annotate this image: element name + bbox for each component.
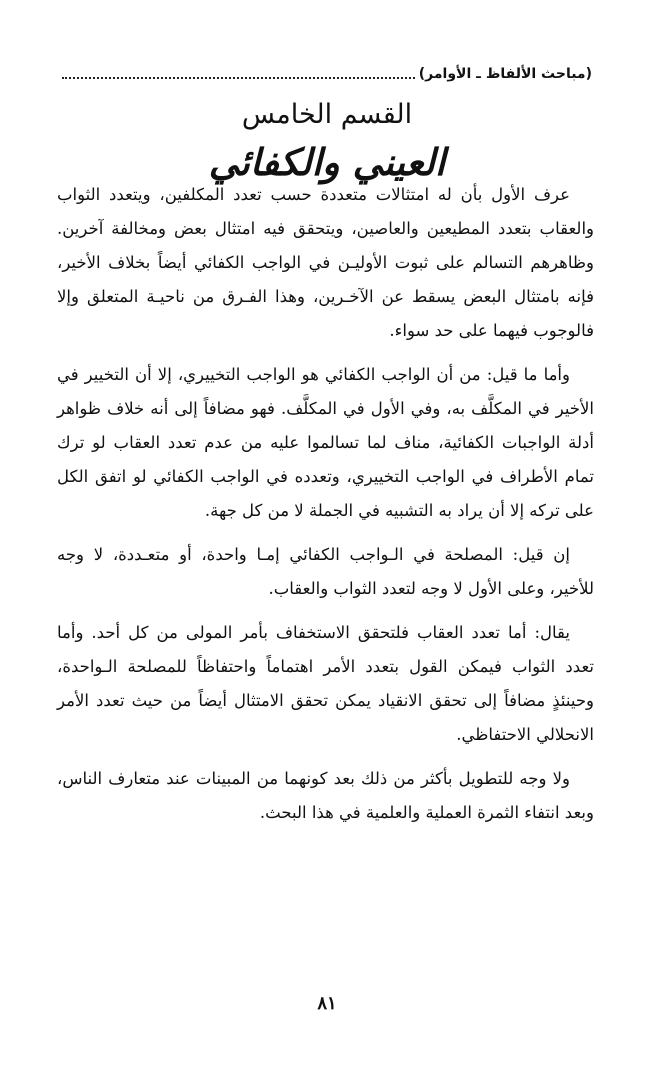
body-text <box>57 178 594 830</box>
paragraph: إن قيل: المصلحة في الـواجب الكفائي إمـا واحدة، أو متعـددة، لا وجه للأخير، وعلى الأول لا وجه لتعدد الثواب والعقاب. <box>57 545 594 598</box>
section-subtitle: العيني والكفائي <box>208 140 446 184</box>
running-header <box>62 60 592 84</box>
paragraph: وأما ما قيل: من أن الواجب الكفائي هو الواجب التخييري، إلا أن التخيير في الأخير في المكلَّف به، وفي الأول في المكلَّف. فهو مضافاً إلى أنه خلاف ظواهر أدلة الواجبات الكفائية، مناف لما تسالموا عليه من عدم تعدد العقاب لو ترك تمام الأطراف في الواجب التخييري، وتعدده في الواجب الكفائي لو اتفق الكل على تركه إلا أن يراد به التشبيه في الجملة لا من كل جهة. <box>57 365 594 520</box>
running-header-title: (مباحث الألفاظ ـ الأوامر) <box>418 66 592 82</box>
paragraph: يقال: أما تعدد العقاب فلتحقق الاستخفاف بأمر المولى من كل أحد. وأما تعدد الثواب فيمكن القول بتعدد الأمر اهتماماً واحتفاظاً للمصلحة الـواحدة، وحينئذٍ مضافاً إلى تحقق الانقياد يمكن تحقق الامتثال أيضاً من حيث تعدد الأمر الانحلالي الاحتفاظي. <box>57 623 594 744</box>
section-title: القسم الخامس <box>241 99 413 130</box>
paragraph: عرف الأول بأن له امتثالات متعددة حسب تعدد المكلفين، ويتعدد الثواب والعقاب بتعدد المطيعين والعاصين، ويتحقق فيه امتثال بعض ومخالفة آخرين. وظاهرهم التسالم على ثبوت الأوليـن في الواجب الكفائي أيضاً بخلاف الأخير، فإنه بامتثال البعض يسقط عن الآخـرين، وهذا الفـرق من ناحيـة المتعلق وإلا فالوجوب فيهما على حد سواء. <box>57 185 594 340</box>
header-dotted-leader <box>62 77 415 79</box>
page-number: ٨١ <box>317 993 337 1014</box>
paragraph: ولا وجه للتطويل بأكثر من ذلك بعد كونهما من المبينات عند متعارف الناس، وبعد انتفاء الثمرة العملية والعلمية في هذا البحث. <box>57 769 594 822</box>
